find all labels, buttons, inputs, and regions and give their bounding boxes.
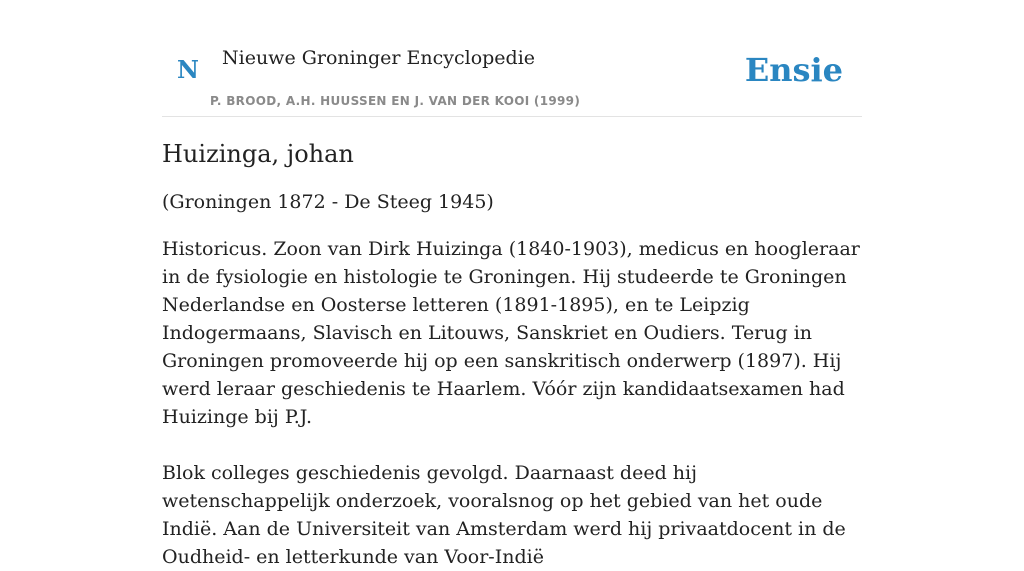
book-title-link[interactable]: Nieuwe Groninger Encyclopedie [222,47,536,69]
page-title: Huizinga, johan [162,140,354,168]
entry-lifespan: (Groningen 1872 - De Steeg 1945) [162,191,494,213]
book-authors: P. BROOD, A.H. HUUSSEN EN J. VAN DER KOOI (1999) [210,94,581,108]
article-paragraph: Blok colleges geschiedenis gevolgd. Daarnaast deed hij wetenschappelijk onderzoek, vooralsnog op het gebied van het oude Indië. Aan de Universiteit van Amsterdam werd hij privaatdocent in de Oudheid- en letterkunde van Voor-Indië [162,462,846,568]
article-body [162,137,862,571]
ensie-logo-link[interactable]: Ensie [744,51,843,89]
book-letter-logo[interactable]: N [177,55,199,84]
page-header [162,0,862,117]
article-paragraph: Historicus. Zoon van Dirk Huizinga (1840-1903), medicus en hoogleraar in de fysiologie en histologie te Groningen. Hij studeerde te Groningen Nederlandse en Oosterse letteren (1891-1895), en te Leipzig Indogermaans, Slavisch en Litouws, Sanskriet en Oudiers. Terug in Groningen promoveerde hij op een sanskritisch onderwerp (1897). Hij werd leraar geschiedenis te Haarlem. Vóór zijn kandidaatsexamen had Huizinge bij P.J. [162,238,860,428]
